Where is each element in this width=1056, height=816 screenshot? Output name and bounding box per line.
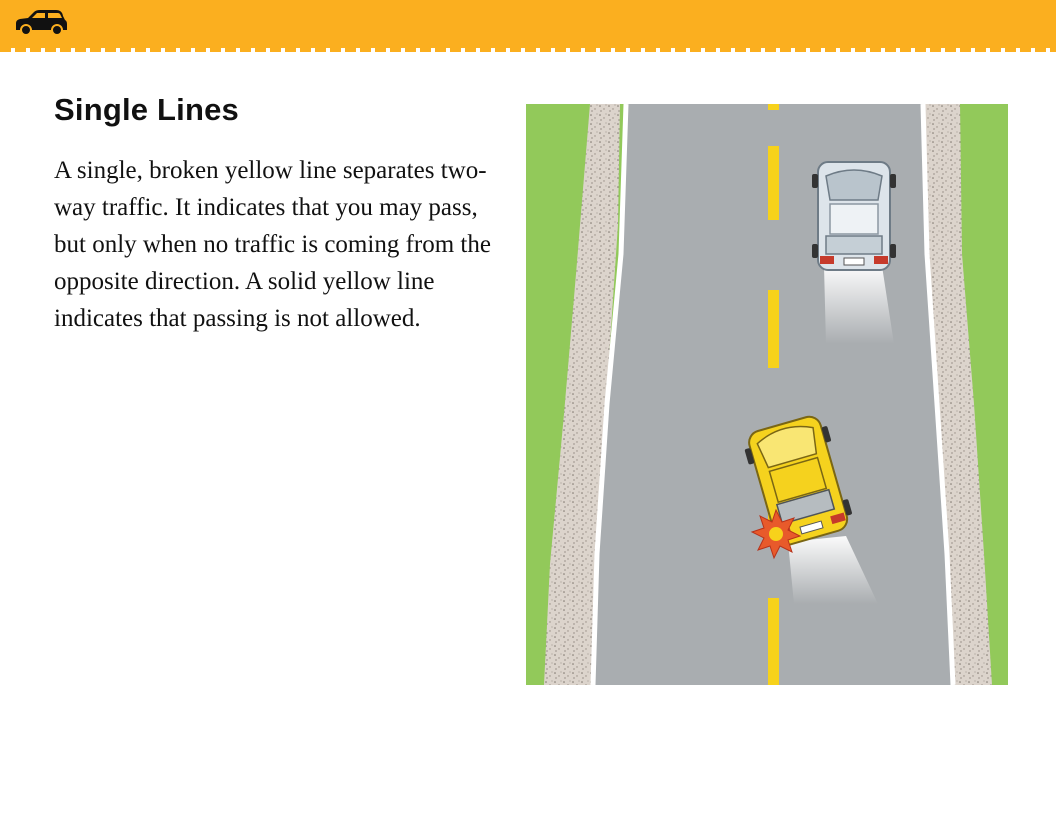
slide-body-text: A single, broken yellow line separates two-way traffic. It indicates that you may pass, but only when no traffic is coming from the opposite direction. A solid yellow line indicates that passing is not allowed.: [54, 157, 491, 332]
header-dashed-border: [0, 48, 1056, 52]
silver-car: [812, 162, 896, 270]
silver-car-headlight-beam: [824, 266, 894, 344]
car-icon: [12, 10, 70, 36]
header-bar: [0, 0, 1056, 48]
turn-signal-core: [769, 527, 783, 541]
slide-title: Single Lines: [54, 92, 239, 127]
road-illustration: [526, 104, 1008, 685]
